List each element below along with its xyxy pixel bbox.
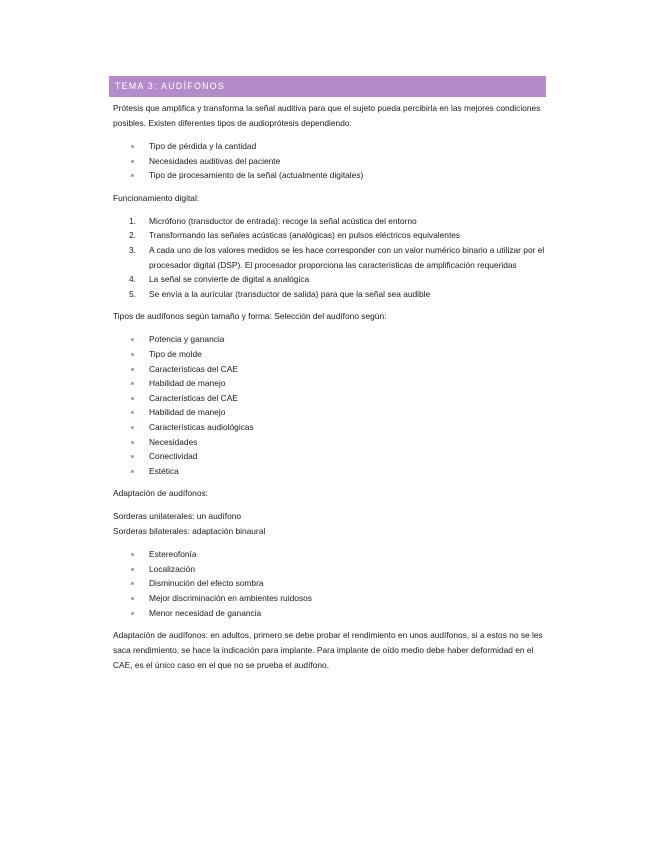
list-item — [109, 287, 546, 302]
step-text: Transformando las señales acústicas (analógicas) en pulsos eléctricos equivalentes — [149, 230, 461, 241]
step-number: 5. — [129, 288, 136, 299]
list-item — [109, 243, 546, 272]
step-text: A cada uno de los valores medidos se les hace corresponder con un valor numérico binario a utilizar por el procesador digital (DSP). El procesador proporciona las características de amplificación requeridas — [149, 244, 545, 270]
list-item: Tipo de pérdida y la cantidad — [109, 139, 546, 154]
step-number: 1. — [129, 215, 136, 226]
list-item: Características del CAE — [109, 391, 546, 406]
funcionamiento-steps — [109, 214, 546, 302]
list-item: Menor necesidad de ganancia — [109, 606, 546, 621]
list-item — [109, 272, 546, 287]
list-item: Potencia y ganancia — [109, 332, 546, 347]
intro-paragraph: Prótesis que amplifica y transforma la señal auditiva para que el sujeto pueda percibirla en las mejores condiciones posibles. Existen diferentes tipos de audioprótesis dependiendo: — [113, 103, 541, 128]
step-number: 3. — [129, 244, 136, 255]
step-text: Se envía a la aurícular (transductor de salida) para que la señal sea audible — [149, 288, 431, 299]
sorderas-unilaterales: Sorderas unilaterales: un audífono — [113, 511, 242, 522]
step-text: La señal se convierte de digital a analógica — [149, 274, 310, 285]
list-item: Habilidad de manejo — [109, 376, 546, 391]
list-item: Tipo de molde — [109, 347, 546, 362]
list-item: Necesidades auditivas del paciente — [109, 154, 546, 169]
final-paragraph: Adaptación de audífonos: en adultos, primero se debe probar el rendimiento en unos audífonos, si a estos no se les saca rendimiento, se hace la indicación para implante. Para implante de oído medio debe haber deformidad en el CAE, es el único caso en el que no se prueba el audífono. — [113, 630, 543, 671]
section-title: TEMA 3: AUDÍFONOS — [109, 76, 546, 97]
tipos-heading: Tipos de audífonos según tamaño y forma: Selección del audífono según: — [113, 311, 387, 322]
step-text: Micrófono (transductor de entrada): recoge la señal acústica del entorno — [149, 215, 417, 226]
list-item — [109, 214, 546, 229]
list-item: Localización — [109, 562, 546, 577]
list-item: Tipo de procesamiento de la señal (actualmente digitales) — [109, 168, 546, 183]
list-item: Disminución del efecto sombra — [109, 576, 546, 591]
list-item: Estética — [109, 464, 546, 479]
step-number: 4. — [129, 274, 136, 285]
document-page — [109, 76, 546, 673]
list-item — [109, 228, 546, 243]
list-item: Mejor discriminación en ambientes ruidosos — [109, 591, 546, 606]
funcionamiento-heading: Funcionamiento digital: — [113, 192, 200, 203]
list-item: Habilidad de manejo — [109, 405, 546, 420]
tipos-list — [109, 332, 546, 478]
intro-list — [109, 139, 546, 183]
adaptacion-heading: Adaptación de audífonos: — [113, 488, 208, 499]
sorderas-bilaterales: Sorderas bilaterales: adaptación binaural — [113, 526, 266, 537]
list-item: Estereofonía — [109, 547, 546, 562]
list-item: Conectividad — [109, 449, 546, 464]
list-item: Características audiológicas — [109, 420, 546, 435]
step-number: 2. — [129, 230, 136, 241]
list-item: Características del CAE — [109, 362, 546, 377]
list-item: Necesidades — [109, 435, 546, 450]
binaural-list — [109, 547, 546, 620]
